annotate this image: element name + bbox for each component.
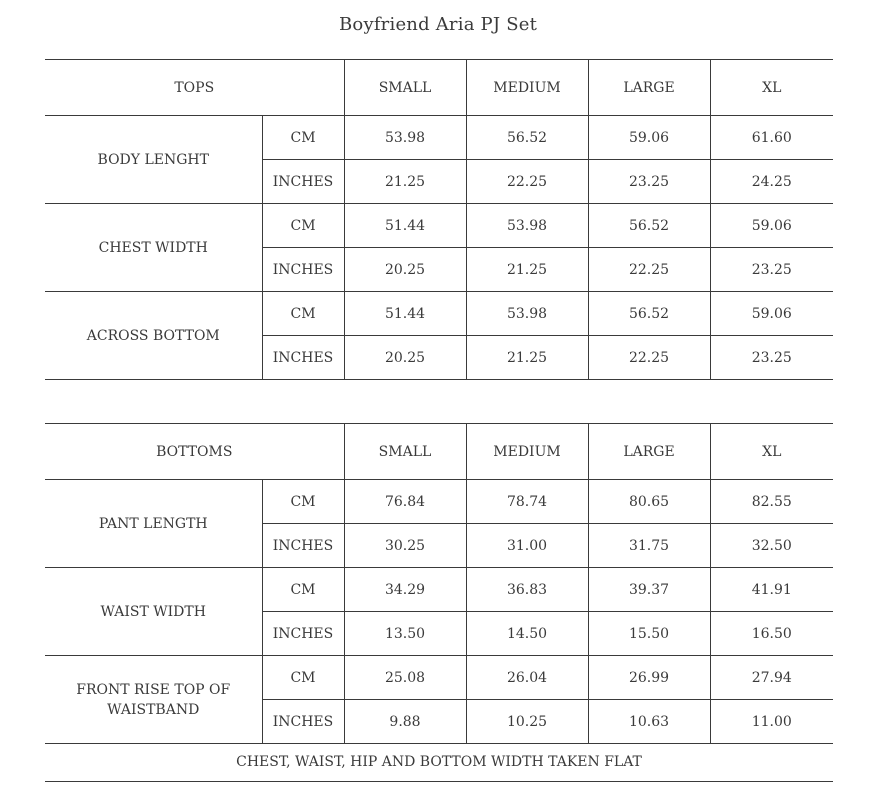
value-cell: 22.25 [588,336,710,380]
measurement-label-across-bottom: ACROSS BOTTOM [45,292,262,380]
measurement-label-front-rise: FRONT RISE TOP OF WAISTBAND [45,656,262,744]
value-cell: 10.25 [466,700,588,744]
value-cell: 30.25 [344,524,466,568]
unit-label-inches: INCHES [262,248,344,292]
table-row [45,116,833,160]
value-cell: 31.75 [588,524,710,568]
table-row [45,204,833,248]
section-header-tops: TOPS [45,60,344,116]
unit-label-inches: INCHES [262,336,344,380]
size-header-small: SMALL [344,60,466,116]
value-cell: 21.25 [344,160,466,204]
unit-label-cm: CM [262,480,344,524]
unit-label-cm: CM [262,116,344,160]
value-cell: 53.98 [344,116,466,160]
measurement-label-chest-width: CHEST WIDTH [45,204,262,292]
size-header-medium: MEDIUM [466,424,588,480]
measurement-label-body-length: BODY LENGHT [45,116,262,204]
bottoms-size-table [45,423,833,744]
value-cell: 26.99 [588,656,710,700]
unit-label-cm: CM [262,568,344,612]
value-cell: 21.25 [466,336,588,380]
value-cell: 31.00 [466,524,588,568]
value-cell: 56.52 [466,116,588,160]
table-row [45,292,833,336]
value-cell: 9.88 [344,700,466,744]
footer-note: CHEST, WAIST, HIP AND BOTTOM WIDTH TAKEN FLAT [45,743,833,782]
value-cell: 22.25 [588,248,710,292]
unit-label-inches: INCHES [262,612,344,656]
value-cell: 22.25 [466,160,588,204]
value-cell: 53.98 [466,204,588,248]
value-cell: 32.50 [710,524,833,568]
section-header-bottoms: BOTTOMS [45,424,344,480]
value-cell: 20.25 [344,336,466,380]
value-cell: 20.25 [344,248,466,292]
value-cell: 59.06 [710,292,833,336]
value-cell: 39.37 [588,568,710,612]
value-cell: 15.50 [588,612,710,656]
measurement-label-pant-length: PANT LENGTH [45,480,262,568]
value-cell: 26.04 [466,656,588,700]
value-cell: 76.84 [344,480,466,524]
value-cell: 78.74 [466,480,588,524]
tops-header-row [45,60,833,116]
page-title: Boyfriend Aria PJ Set [338,14,538,35]
value-cell: 24.25 [710,160,833,204]
value-cell: 11.00 [710,700,833,744]
value-cell: 61.60 [710,116,833,160]
value-cell: 23.25 [710,336,833,380]
value-cell: 16.50 [710,612,833,656]
unit-label-inches: INCHES [262,160,344,204]
value-cell: 59.06 [710,204,833,248]
tops-size-table [45,59,833,380]
value-cell: 53.98 [466,292,588,336]
size-header-xl: XL [710,424,833,480]
value-cell: 51.44 [344,292,466,336]
unit-label-inches: INCHES [262,700,344,744]
measurement-label-waist-width: WAIST WIDTH [45,568,262,656]
value-cell: 23.25 [710,248,833,292]
size-header-small: SMALL [344,424,466,480]
value-cell: 13.50 [344,612,466,656]
value-cell: 41.91 [710,568,833,612]
value-cell: 59.06 [588,116,710,160]
size-header-medium: MEDIUM [466,60,588,116]
unit-label-cm: CM [262,204,344,248]
size-header-large: LARGE [588,60,710,116]
unit-label-cm: CM [262,292,344,336]
value-cell: 56.52 [588,204,710,248]
value-cell: 51.44 [344,204,466,248]
value-cell: 82.55 [710,480,833,524]
size-header-xl: XL [710,60,833,116]
size-header-large: LARGE [588,424,710,480]
value-cell: 23.25 [588,160,710,204]
value-cell: 10.63 [588,700,710,744]
value-cell: 34.29 [344,568,466,612]
table-row [45,480,833,524]
value-cell: 56.52 [588,292,710,336]
unit-label-inches: INCHES [262,524,344,568]
unit-label-cm: CM [262,656,344,700]
value-cell: 14.50 [466,612,588,656]
bottoms-header-row [45,424,833,480]
value-cell: 27.94 [710,656,833,700]
value-cell: 80.65 [588,480,710,524]
value-cell: 36.83 [466,568,588,612]
value-cell: 25.08 [344,656,466,700]
value-cell: 21.25 [466,248,588,292]
table-row [45,656,833,700]
table-row [45,568,833,612]
